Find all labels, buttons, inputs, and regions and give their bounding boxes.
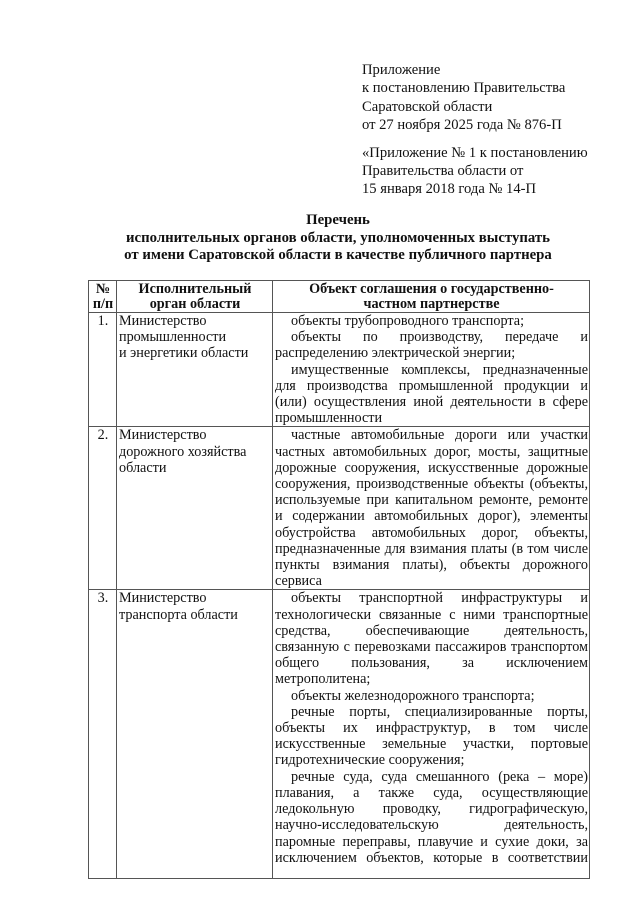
header-org xyxy=(117,281,273,313)
row-objects xyxy=(273,590,590,879)
object-item: объекты по производству, передаче и распределению электрической энергии; xyxy=(275,329,588,362)
spacer xyxy=(362,135,588,144)
table-row xyxy=(89,427,590,590)
object-item: объекты транспортной инфраструктуры и технологически связанные с ними транспортные средства, обеспечивающие деятельность, связанную с перевозками пассажиров транспортом общего пользования, за исключением метрополитена; xyxy=(275,590,588,688)
title-line: исполнительных органов области, уполномоченных выступать xyxy=(126,229,550,246)
table-header-row xyxy=(89,281,590,313)
organ-line: дорожного хозяйства xyxy=(119,443,247,460)
row-number: 3. xyxy=(89,590,117,879)
title-line: от имени Саратовской области в качестве публичного партнера xyxy=(124,247,552,264)
header-num xyxy=(89,281,117,313)
row-organ xyxy=(117,427,273,590)
organ-line: Министерство xyxy=(119,427,207,444)
appendix-quote-line: «Приложение № 1 к постановлению xyxy=(362,144,588,161)
header-num-line: п/п xyxy=(92,296,114,312)
object-item: частные автомобильные дороги или участки частных автомобильных дорог, мосты, защитные дорожные сооружения, искусственные дорожные сооружения, производственные объекты (объекты, используемые при капитальном ремонте, ремонте и содержании автомобильных дорог), элементы обустройства автомобильных дорог, объекты, предназначенные для взимания платы (в том числе пункты взимания платы), объекты дорожного сервиса xyxy=(275,427,588,590)
header-org-line: орган области xyxy=(149,296,241,312)
organ-line: области xyxy=(119,459,167,476)
header-num-line: № xyxy=(95,281,111,297)
appendix-line: к постановлению Правительства xyxy=(362,80,566,97)
object-item: объекты трубопроводного транспорта; xyxy=(291,313,525,329)
row-objects xyxy=(273,427,590,590)
header-obj-line: частном партнерстве xyxy=(363,296,500,312)
row-objects xyxy=(273,313,590,427)
title-line: Перечень xyxy=(306,212,370,228)
table-row xyxy=(89,313,590,427)
object-item: имущественные комплексы, предназначенные для производства промышленной продукции и (или) осуществления иной деятельности в сфере промышленности xyxy=(275,361,588,427)
header-org-line: Исполнительный xyxy=(138,281,252,297)
organ-line: Министерство xyxy=(119,313,207,329)
appendix-header xyxy=(362,61,588,199)
table-row xyxy=(89,590,590,879)
row-number: 1. xyxy=(89,313,117,427)
organ-line: и энергетики области xyxy=(119,345,249,362)
row-organ xyxy=(117,590,273,879)
header-obj-line: Объект соглашения о государственно- xyxy=(309,281,554,297)
organ-line: Министерство xyxy=(119,590,207,607)
appendix-quote-line: Правительства области от xyxy=(362,163,524,180)
appendix-line: Саратовской области xyxy=(362,98,493,115)
object-item: речные порты, специализированные порты, объекты их инфраструктур, в том числе искусственные земельные участки, портовые гидротехнические сооружения; xyxy=(275,703,588,769)
object-item: речные суда, суда смешанного (река – море) плавания, а также суда, осуществляющие ледокольную проводку, гидрографическую, научно-исследовательскую деятельность, паромные переправы, плавучие и сухие доки, за исключением объектов, которые в соответствии xyxy=(275,768,588,866)
appendix-line: Приложение xyxy=(362,62,441,78)
header-obj xyxy=(273,281,590,313)
appendix-line: от 27 ноября 2025 года № 876-П xyxy=(362,117,562,134)
organ-line: транспорта области xyxy=(119,606,238,623)
object-item: объекты железнодорожного транспорта; xyxy=(291,687,535,704)
row-number: 2. xyxy=(89,427,117,590)
organ-line: промышленности xyxy=(119,329,227,346)
document-title xyxy=(88,212,588,265)
appendix-quote-line: 15 января 2018 года № 14-П xyxy=(362,181,537,198)
row-organ xyxy=(117,313,273,427)
authorities-table xyxy=(88,280,590,879)
